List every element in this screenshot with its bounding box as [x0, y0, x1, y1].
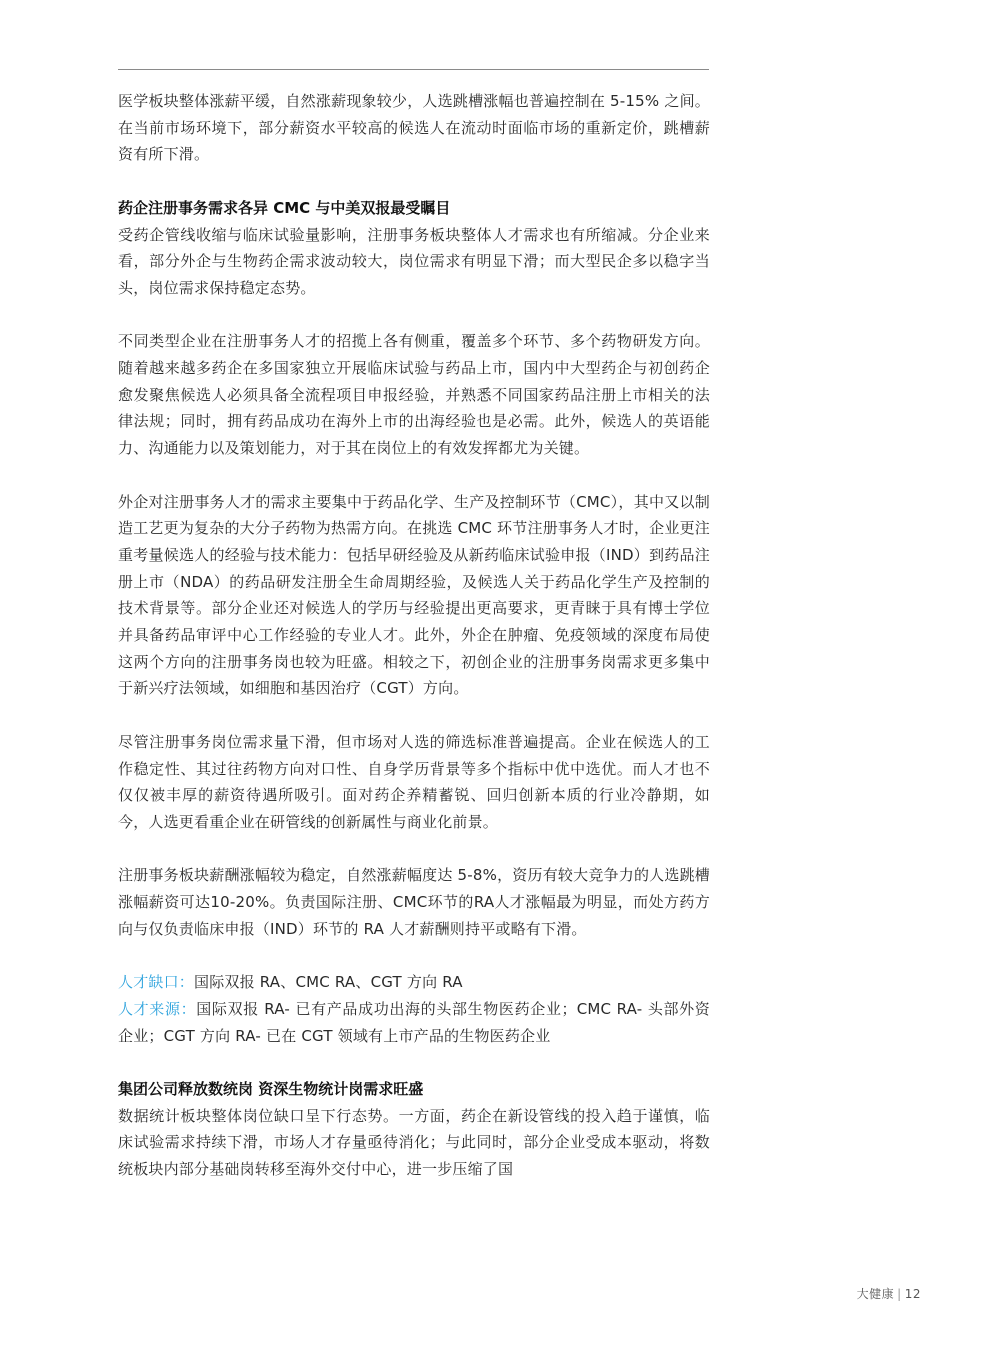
page-number: 12	[904, 1287, 921, 1301]
article-body	[118, 88, 710, 1183]
paragraph-regulatory-demand: 受药企管线收缩与临床试验量影响，注册事务板块整体人才需求也有所缩减。分企业来看，部分外企与生物药企需求波动较大，岗位需求有明显下滑；而大型民企多以稳字当头，岗位需求保持稳定态势。	[118, 225, 710, 297]
paragraph-regulatory-focus: 不同类型企业在注册事务人才的招揽上各有侧重，覆盖多个环节、多个药物研发方向。随着越来越多药企在多国家独立开展临床试验与药品上市，国内中大型药企与初创药企愈发聚焦候选人必须具备全流程项目申报经验，并熟悉不同国家药品注册上市相关的法律法规；同时，拥有药品成功在海外上市的出海经验也是必需。此外，候选人的英语能力、沟通能力以及策划能力，对于其在岗位上的有效发挥都尤为关键。	[118, 332, 710, 458]
talent-gap-label: 人才缺口：	[118, 973, 195, 992]
paragraph-foreign-cmc: 外企对注册事务人才的需求主要集中于药品化学、生产及控制环节（CMC），其中又以制造工艺更为复杂的大分子药物为热需方向。在挑选 CMC 环节注册事务人才时，企业更注重考量候选人的经验与技术能力：包括早研经验及从新药临床试验申报（IND）到药品注册上市（NDA）的药品研发注册全生命周期经验，及候选人关于药品化学生产及控制的技术背景等。部分企业还对候选人的学历与经验提出更高要求，更青睐于具有博士学位并具备药品审评中心工作经验的专业人才。此外，外企在肿瘤、免疫领域的深度布局使这两个方向的注册事务岗也较为旺盛。相较之下，初创企业的注册事务岗需求更多集中于新兴疗法领域，如细胞和基因治疗（CGT）方向。	[118, 492, 710, 698]
page-footer	[857, 1285, 921, 1302]
talent-gap-line	[118, 969, 710, 996]
talent-source-line	[118, 996, 710, 1049]
spacer	[118, 462, 710, 489]
section-heading-biostat: 集团公司释放数统岗 资深生物统计岗需求旺盛	[118, 1079, 424, 1098]
talent-source-label: 人才来源：	[118, 999, 197, 1018]
footer-separator: |	[897, 1287, 902, 1301]
paragraph-medical-salary: 医学板块整体涨薪平缓，自然涨薪现象较少，人选跳槽涨幅也普遍控制在 5-15% 之间。在当前市场环境下，部分薪资水平较高的候选人在流动时面临市场的重新定价，跳槽薪资有所下滑。	[118, 92, 710, 164]
talent-gap-text: 国际双报 RA、CMC RA、CGT 方向 RA	[194, 973, 463, 992]
spacer	[118, 702, 710, 729]
footer-section-name: 大健康	[856, 1287, 895, 1301]
spacer	[118, 942, 710, 969]
paragraph-biostat-demand: 数据统计板块整体岗位缺口呈下行态势。一方面，药企在新设管线的投入趋于谨慎，临床试验需求持续下滑，市场人才存量亟待消化；与此同时，部分企业受成本驱动，将数统板块内部分基础岗转移至海外交付中心，进一步压缩了国	[118, 1106, 710, 1179]
paragraph-selection-standards: 尽管注册事务岗位需求量下滑，但市场对人选的筛选标准普遍提高。企业在候选人的工作稳定性、其过往药物方向对口性、自身学历背景等多个指标中优中选优。而人才也不仅仅被丰厚的薪资待遇所吸引。面对药企养精蓄锐、回归创新本质的行业冷静期，如今，人选更看重企业在研管线的创新属性与商业化前景。	[118, 732, 710, 831]
section-heading-regulatory: 药企注册事务需求各异 CMC 与中美双报最受瞩目	[118, 198, 451, 217]
spacer	[118, 836, 710, 863]
spacer	[118, 302, 710, 329]
top-divider	[118, 69, 709, 70]
paragraph-regulatory-salary: 注册事务板块薪酬涨幅较为稳定，自然涨薪幅度达 5-8%，资历有较大竞争力的人选跳槽涨幅薪资可达10-20%。负责国际注册、CMC环节的RA人才涨幅最为明显，而处方药方向与仅负责临床申报（IND）环节的 RA 人才薪酬则持平或略有下滑。	[118, 866, 710, 938]
talent-source-text: 国际双报 RA- 已有产品成功出海的头部生物医药企业；CMC RA- 头部外资企业；CGT 方向 RA- 已在 CGT 领域有上市产品的生物医药企业	[118, 999, 710, 1045]
spacer	[118, 1049, 710, 1076]
spacer	[118, 168, 710, 195]
